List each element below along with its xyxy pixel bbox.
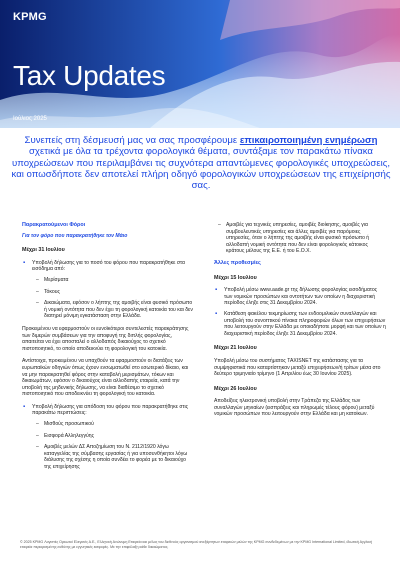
header-banner <box>0 0 400 128</box>
issue-date: Ιούλιος 2025 <box>13 116 47 122</box>
list-item <box>32 404 194 471</box>
list-item-text: Υποβολή δήλωσης για το ποσό του φόρου που παρακρατήθηκε στα εισόδημα από: <box>32 259 185 273</box>
sublist-item: – Αμοιβές μελών ΔΣ Αποζημίωση του Ν. 2112/1920 λόγω καταγγελίας της σύμβασης εργασίας ή για υποσυνθήκητοι λόγω διάλυσης της σχέσης η οποία συνδέει το φορέα με το δικαιούχο της επιχείρησης <box>44 444 194 470</box>
sublist-item: – Τόκους <box>44 289 194 296</box>
deadline-26-july: Μέχρι 26 Ιουλίου <box>214 385 257 392</box>
list <box>214 287 386 337</box>
sublist-item: – Εισφορά Αλληλεγγύης <box>44 433 194 440</box>
list <box>22 260 194 320</box>
sublist-item: – Μερίσματα <box>44 277 194 284</box>
withholding-taxes-heading: Παρακρατούμενοι Φόροι <box>22 222 86 228</box>
paragraph: Αποδείξεις ηλεκτρονική υποβολή στην Τράπεζα της Ελλάδος των συναλλαγών μηνιαίων (εισπράξεις και πληρωμές τέλους φόρου) μεταξύ νομικών προσώπων που λειτουργούν στην Ελλάδα και μη κατοίκων. <box>214 398 375 418</box>
list-item: ▪ Κατάθεση φακέλου τεκμηρίωσης των ενδοομιλικών συναλλαγών και υποβολή του συνοπτικού πίνακα πληροφοριών όλων των επιχειρήσεων που λειτουργούν στην Ελλάδα με οποιαδήποτε μορφή και των οποίων η διαχειριστική περίοδος έληξε 31 Δεκεμβρίου 2024. <box>224 311 386 337</box>
deadline-31-july: Μέχρι 31 Ιουλίου <box>22 247 65 254</box>
other-deadlines-heading: Άλλες προθεσμίες <box>214 259 261 266</box>
sublist-item: – Δικαιώματα, εφόσον ο λήπτης της αμοιβής είναι φυσικό πρόσωπο ή νομική οντότητα που δεν έχει τη φορολογική κατοικία του και δεν διατηρεί μόνιμη εγκατάσταση στην Ελλάδα. <box>44 300 194 320</box>
sublist <box>32 421 194 471</box>
list-item: ▪ Υποβολή μέσω www.aade.gr της δήλωσης φορολογίας εισοδήματος των νομικών προσώπων και οντοτήτων των οποίων η διαχειριστική περίοδος έληξε στις 31 Δεκεμβρίου 2024. <box>224 287 386 307</box>
update-link[interactable]: επικαιροποιημένη ενημέρωση <box>239 135 378 146</box>
intro-paragraph <box>10 135 392 191</box>
paragraph: Προκειμένου να εφαρμοστούν οι ευνοϊκότεροι συντελεστές παρακράτησης των διμερών συμβάσεων για την αποφυγή της διπλής φορολογίας, απαιτείται να έχει αποσταλεί ο αλλοδαπός δικαιούχος το σχετικό πιστοποιητικό, το οποίο αποδεικνύει τη φορολογική του κατοικία. <box>22 325 189 352</box>
sublist <box>214 222 386 255</box>
paragraph: Αντίστοιχα, προκειμένου να υπαχθούν τα εφαρμοστούν οι διατάξεις των ευρωπαϊκών οδηγιών όπως έχουν ενσωματωθεί στο εσωτερικό δίκαιο, και να μην παρακρατηθεί φόρος στην καταβολή μερισμάτων, τόκων και δικαιωμάτων, εφόσον ο δικαιούχος είναι αλλοδαπής εταιρεία, κατά την υποβολή της μηδενικής δήλωσης, να είναι διαθέσιμο το σχετικό πιστοποιητικό που αποδεικνύει τη φορολογική του κατοικία. <box>22 358 189 398</box>
copyright-footer: © 2025 KPMG Λογιστές Ορκωτοί Ελεγκτές Α.Ε., Ελληνική Ανώνυμη Εταιρεία και μέλος του διεθνούς οργανισμού ανεξάρτητων εταιρειών μελών της KPMG συνδεδεμένων με την KPMG International Limited, ιδιωτική Αγγλική εταιρεία περιορισμένης ευθύνης με εγγυητικές εισφορές. Με την επιφύλαξη κάθε δικαιώματος. <box>20 540 372 549</box>
paragraph: Υποβολή μέσω του συστήματος TAXISNET της κατάστασης για τα συμψηφιστικά που καταρτίστηκαν μεταξύ επιχειρήσεων/ή τρίτων μέσα στο δεύτερο τριμηνιαίο τρίμηνο (1 Απριλίου έως 30 Ιουνίου 2025). <box>214 357 381 378</box>
list <box>22 404 194 471</box>
sublist-item: – Μισθούς προσωπικού <box>44 421 194 428</box>
list-item <box>32 260 194 320</box>
right-column <box>214 222 386 424</box>
intro-text-before: Συνεπείς στη δέσμευσή μας να σας προσφέρουμε <box>24 135 240 146</box>
deadline-21-july: Μέχρι 21 Ιουλίου <box>214 345 257 352</box>
page-title: Tax Updates <box>13 60 166 91</box>
left-column <box>22 222 194 477</box>
kpmg-logo: KPMG <box>13 11 47 23</box>
withholding-subtitle: Για τον φόρο που παρακρατήθηκε τον Μάιο <box>22 232 128 239</box>
list-item-text: Υποβολή δήλωσης για απόδοση του φόρου που παρακρατήθηκε στις παρακάτω περιπτώσεις: <box>32 403 189 417</box>
sublist <box>32 277 194 320</box>
sublist-item: – Αμοιβές για τεχνικές υπηρεσίες, αμοιβές διοίκησης, αμοιβές για συμβουλευτικές υπηρεσίες και άλλες αμοιβές για παρόμοιες υπηρεσίες, όταν ο λήπτης της αμοιβής είναι φυσικό πρόσωπο ή αλλοδαπή νομική οντότητα που δεν είναι φορολογικός κάτοικος κράτους μέλους της Ε.Ε. ή του Ε.Ο.Χ. <box>226 222 386 255</box>
intro-text-after: σχετικά με όλα τα τρέχοντα φορολογικά θέματα, συντάξαμε τον παρακάτω πίνακα υποχρεώσεων που περιλαμβάνει τις συχνότερα απαντώμενες φορολογικές υποχρεώσεις, και οπωσδήποτε δεν αποτελεί πλήρη οδηγό φορολογικών υποχρεώσεων της επιχείρησής σας. <box>11 146 391 192</box>
deadline-15-july: Μέχρι 15 Ιουλίου <box>214 274 257 281</box>
